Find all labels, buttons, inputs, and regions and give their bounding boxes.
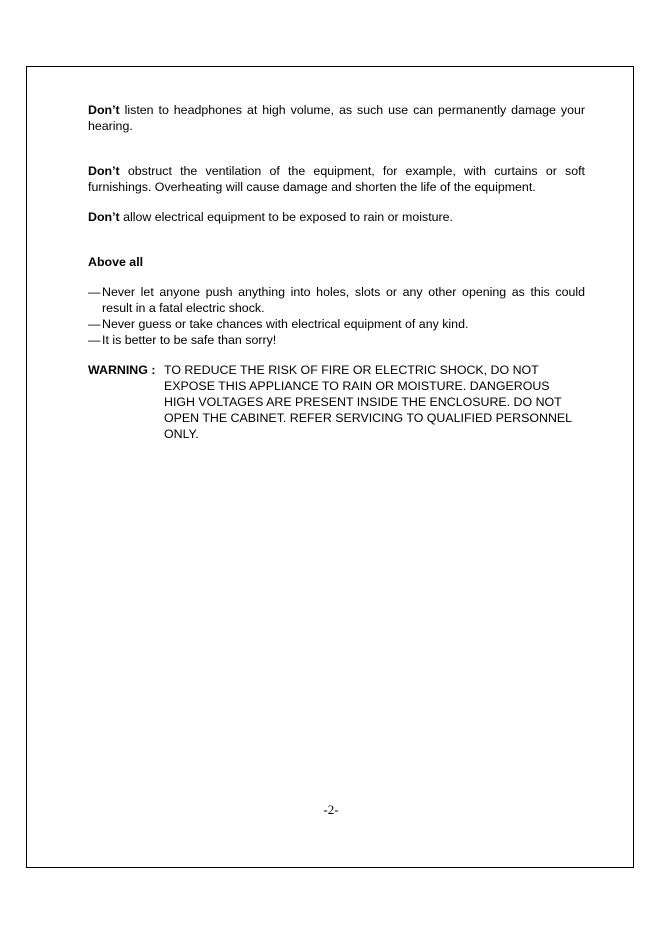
warning-label: WARNING :	[88, 363, 156, 377]
dont-label: Don’t	[88, 103, 120, 117]
list-item	[88, 332, 585, 348]
warning-block	[88, 362, 585, 442]
list-item-text: It is better to be safe than sorry!	[102, 333, 277, 347]
safety-list	[88, 284, 585, 348]
paragraph-moisture	[88, 209, 585, 225]
dash-bullet: —	[88, 317, 101, 331]
paragraph-text: listen to headphones at high volume, as such use can permanently damage your hearing.	[88, 103, 585, 133]
list-item	[88, 316, 585, 332]
dont-label: Don’t	[88, 210, 120, 224]
paragraph-text: allow electrical equipment to be exposed to rain or moisture.	[119, 210, 453, 224]
paragraph-text: obstruct the ventilation of the equipment, for example, with curtains or soft furnishings. Overheating will cause damage and shorten the life of the equipment.	[88, 164, 585, 194]
warning-text: TO REDUCE THE RISK OF FIRE OR ELECTRIC SHOCK, DO NOT EXPOSE THIS APPLIANCE TO RAIN OR MOISTURE. DANGEROUS HIGH VOLTAGES ARE PRESENT INSIDE THE ENCLOSURE. DO NOT OPEN THE CABINET. REFER SERVICING TO QUALIFIED PERSONNEL ONLY.	[164, 363, 572, 441]
page-number: -2-	[323, 802, 339, 817]
page-content	[88, 102, 585, 442]
dont-label: Don’t	[88, 164, 120, 178]
paragraph-ventilation	[88, 163, 585, 195]
above-all-heading: Above all	[88, 255, 144, 269]
list-item-text: Never let anyone push anything into holes, slots or any other opening as this could result in a fatal electric shock.	[102, 285, 585, 315]
dash-bullet: —	[88, 333, 101, 347]
list-item	[88, 284, 585, 316]
dash-bullet: —	[88, 285, 101, 299]
list-item-text: Never guess or take chances with electrical equipment of any kind.	[102, 317, 469, 331]
paragraph-headphones	[88, 102, 585, 134]
